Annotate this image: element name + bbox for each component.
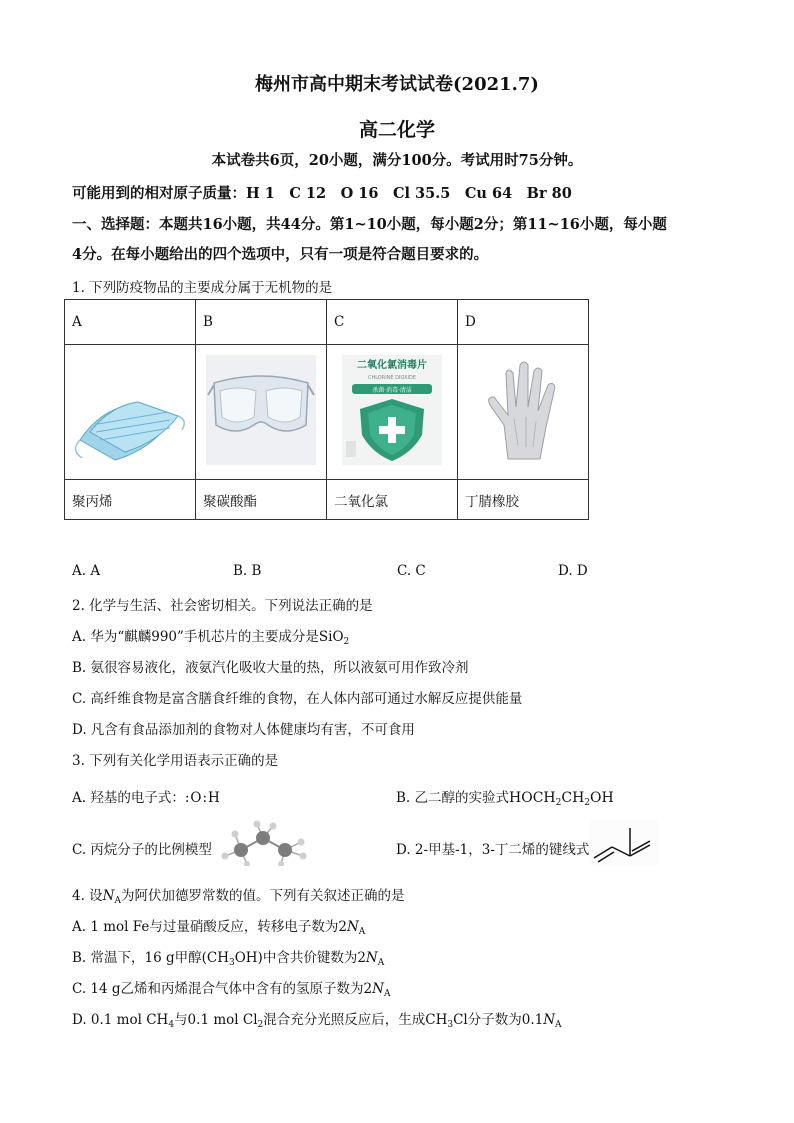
q4-stem-post: 为阿伏加德罗常数的值。下列有关叙述正确的是 [120, 888, 405, 904]
q4-option-c [72, 977, 390, 999]
q1-option-c: C. C [397, 563, 426, 579]
avogadro-sub: A [358, 927, 366, 937]
atomic-mass-values: H 1 C 12 O 16 Cl 35.5 Cu 64 Br 80 [246, 185, 572, 202]
section-instructions-line-1: 一、选择题：本题共16小题，共44分。第1~10小题，每小题2分；第11~16小题，每小题 [72, 216, 667, 233]
avogadro-sub: A [114, 896, 121, 906]
q1-col-a-letter: A [65, 300, 196, 345]
q3-option-a-label: A. 羟基的电子式： [72, 790, 185, 806]
avogadro-symbol: N [102, 888, 115, 904]
q3-option-b [396, 786, 614, 808]
glove-icon [478, 355, 568, 465]
avogadro-symbol: N [346, 919, 359, 935]
q3-option-d-label: D. 2-甲基-1，3-丁二烯的键线式 [396, 842, 590, 858]
disinfectant-tablet-icon [342, 355, 442, 465]
formula-sub: 3 [228, 958, 235, 968]
q1-col-b-image [196, 345, 327, 480]
q1-stem: 1. 下列防疫物品的主要成分属于无机物的是 [72, 280, 333, 296]
q1-col-c-item: 二氧化氯 [327, 480, 458, 520]
exam-title: 梅州市高中期末考试试卷(2021.7) [255, 74, 539, 95]
q4-d-text: Cl分子数为0.1 [453, 1012, 544, 1028]
q4-b-text: B. 常温下，16 g甲醇(CH [72, 950, 229, 966]
q4-stem-pre: 4. 设 [72, 888, 103, 904]
formula-sub: 2 [257, 1020, 264, 1030]
q1-col-a-item: 聚丙烯 [65, 480, 196, 520]
atomic-mass-label: 可能用到的相对原子质量： [72, 185, 246, 202]
q1-col-d-item: 丁腈橡胶 [458, 480, 589, 520]
q4-d-text: D. 0.1 mol CH [72, 1012, 169, 1028]
formula-sub: 3 [447, 1020, 454, 1030]
q3-option-a [72, 786, 221, 806]
atomic-mass-line [72, 182, 572, 203]
q2-option-c: C. 高纤维食物是富含膳食纤维的食物，在人体内部可通过水解反应提供能量 [72, 691, 523, 707]
tablet-band-label: 杀菌·消毒·清洁 [372, 387, 412, 394]
q2-option-b: B. 氨很容易液化，液氨汽化吸收大量的热，所以液氨可用作致冷剂 [72, 660, 469, 676]
isoprene-skeletal-icon [590, 820, 658, 870]
avogadro-symbol: N [543, 1012, 556, 1028]
q1-option-b: B. B [233, 563, 262, 579]
q4-c-text: C. 14 g乙烯和丙烯混合气体中含有的氢原子数为2 [72, 981, 373, 997]
exam-subtitle: 高二化学 [358, 119, 435, 141]
propane-model-icon [217, 820, 309, 870]
q2-option-d: D. 凡含有食品添加剂的食物对人体健康均有害，不可食用 [72, 722, 415, 738]
formula-part: OH [590, 790, 614, 806]
tablet-en-label: CHLORINE DIOXIDE [367, 375, 417, 381]
hydroxyl-electron-formula: :O:H [184, 790, 221, 806]
q2-option-a-sub: 2 [343, 637, 350, 647]
avogadro-sub: A [555, 1020, 562, 1030]
q3-option-c-label: C. 丙烷分子的比例模型 [72, 842, 212, 858]
q1-col-c-letter: C [327, 300, 458, 345]
q1-col-d-image [458, 345, 589, 480]
face-mask-icon [70, 350, 190, 470]
formula-part: CH [561, 790, 585, 806]
avogadro-symbol: N [365, 950, 378, 966]
q4-b-mid: OH)中含共价键数为2 [234, 950, 366, 966]
formula-part: HOCH [509, 790, 556, 806]
q2-option-a [72, 625, 349, 647]
q1-option-d: D. D [558, 563, 588, 579]
q1-col-b-letter: B [196, 300, 327, 345]
formula-sub: 2 [555, 798, 562, 808]
q1-table [64, 299, 589, 520]
q4-stem [72, 884, 404, 906]
q1-col-c-image [327, 345, 458, 480]
q2-option-a-text: A. 华为“麒麟990”手机芯片的主要成分是SiO [72, 629, 344, 645]
q4-option-b [72, 946, 384, 968]
q4-d-text: 混合充分光照反应后，生成CH [263, 1012, 448, 1028]
avogadro-sub: A [377, 958, 385, 968]
q4-d-text: 与0.1 mol Cl [174, 1012, 258, 1028]
q4-option-a [72, 915, 365, 937]
q1-option-a: A. A [72, 563, 101, 579]
avogadro-sub: A [383, 989, 391, 999]
q1-col-a-image [65, 345, 196, 480]
avogadro-symbol: N [372, 981, 384, 997]
tablet-label: 二氧化氯消毒片 [357, 360, 427, 371]
q3-option-b-label: B. 乙二醇的实验式 [396, 790, 510, 806]
q2-stem: 2. 化学与生活、社会密切相关。下列说法正确的是 [72, 598, 373, 614]
formula-sub: 2 [584, 798, 591, 808]
q4-option-d [72, 1008, 562, 1030]
formula-sub: 4 [168, 1020, 175, 1030]
q1-col-d-letter: D [458, 300, 589, 345]
q3-stem: 3. 下列有关化学用语表示正确的是 [72, 753, 279, 769]
ethylene-glycol-formula [509, 790, 614, 806]
section-instructions-line-2: 4分。在每小题给出的四个选项中，只有一项是符合题目要求的。 [72, 246, 489, 263]
q4-a-text: A. 1 mol Fe与过量硝酸反应，转移电子数为2 [72, 919, 347, 935]
exam-info: 本试卷共6页，20小题，满分100分。考试用时75分钟。 [211, 152, 583, 169]
safety-goggles-icon [206, 355, 316, 465]
q1-col-b-item: 聚碳酸酯 [196, 480, 327, 520]
